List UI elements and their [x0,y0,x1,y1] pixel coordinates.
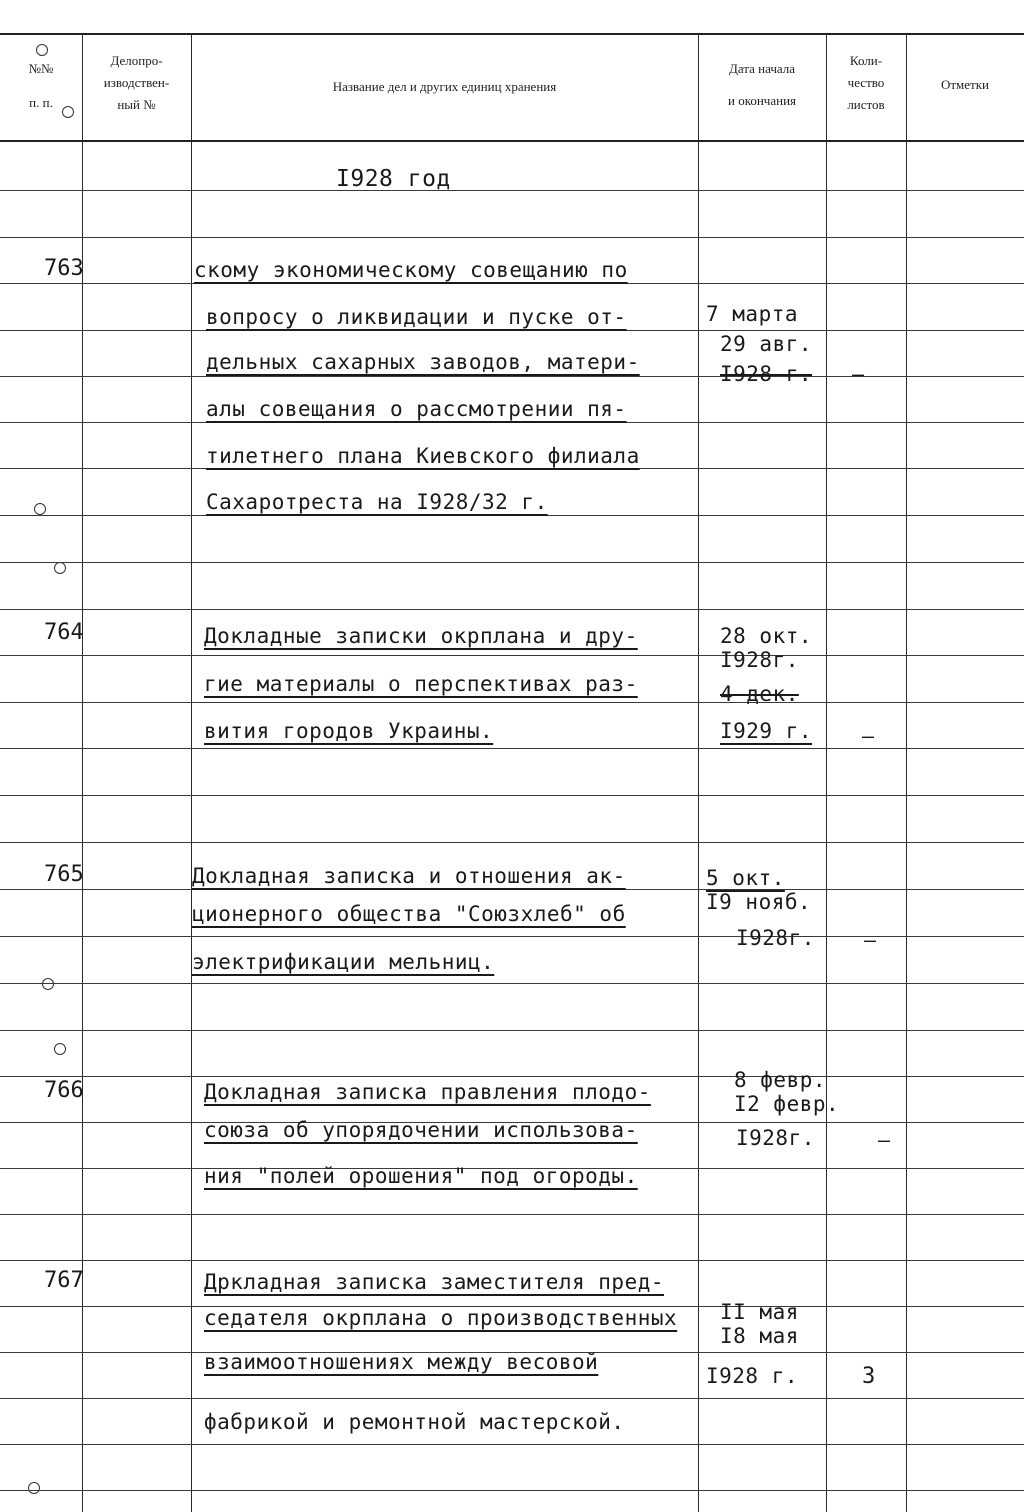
record-date: 29 авг. [720,332,813,356]
record-date: I928г. [736,926,815,950]
record-date: II мая [720,1300,799,1324]
ruled-line [0,237,1024,238]
record-number: 766 [44,1078,84,1103]
header-dates-line: Дата начала [728,61,796,76]
record-date: 28 окт. [720,624,813,648]
year-heading: I928 год [336,166,451,192]
record-sheet-count: – [852,362,865,386]
record-sheet-count: – [864,928,877,952]
record-sheet-count: – [862,724,875,748]
ruled-line [0,468,1024,469]
binder-hole-icon [36,44,48,56]
header-title: Название дел и других единиц хранения [332,79,557,94]
record-date: 8 февр. [734,1068,827,1092]
record-date: I929 г. [720,719,813,743]
ruled-line [0,983,1024,984]
record-title-line: фабрикой и ремонтной мастерской. [204,1410,625,1434]
header-notes: Отметки [940,77,990,92]
ruled-line [0,1076,1024,1077]
record-title-line: Сахаротреста на I928/32 г. [206,490,548,514]
ruled-line [0,1030,1024,1031]
column-divider [698,34,699,1512]
record-date: I928г. [736,1126,815,1150]
binder-hole-icon [28,1482,40,1494]
record-date: 7 марта [706,302,799,326]
record-title-line: ционерного общества "Союзхлеб" об [192,902,626,926]
record-number: 765 [44,862,84,887]
record-date: I928г. [720,648,799,672]
record-number: 763 [44,256,84,281]
header-sheets-line: Коли- [849,53,883,68]
record-title-line: электрификации мельниц. [192,950,495,974]
record-title-line: скому экономическому совещанию по [194,258,628,282]
ruled-line [0,283,1024,284]
ruled-line [0,1490,1024,1491]
ruled-line [0,842,1024,843]
binder-hole-icon [62,106,74,118]
ruled-line [0,562,1024,563]
record-title-line: гие материалы о перспективах раз- [204,672,638,696]
ruled-line [0,795,1024,796]
record-date: I928 г. [720,362,813,386]
ruled-line [0,1260,1024,1261]
header-office-line: Делопро- [110,53,163,68]
record-number: 764 [44,620,84,645]
record-date: 5 окт. [706,866,785,890]
record-title-line: Докладная записка правления плодо- [204,1080,651,1104]
header-number-line: №№ [28,61,54,76]
record-title-line: седателя окрплана о производственных [204,1306,678,1330]
record-sheet-count: 3 [862,1364,876,1389]
ruled-line [0,702,1024,703]
record-date: I8 мая [720,1324,799,1348]
ruled-line [0,1214,1024,1215]
table-top-border [0,33,1024,35]
record-title-line: вопросу о ликвидации и пуске от- [206,305,627,329]
record-date: I2 февр. [734,1092,840,1116]
record-title-line: Докладные записки окрплана и дру- [204,624,638,648]
column-divider [826,34,827,1512]
record-title-line: Дркладная записка заместителя пред- [204,1270,665,1294]
ruled-line [0,330,1024,331]
ruled-line [0,422,1024,423]
column-divider [191,34,192,1512]
ruled-line [0,190,1024,191]
binder-hole-icon [34,503,46,515]
header-office-line: ный № [117,97,156,112]
record-sheet-count: – [878,1128,891,1152]
record-title-line: Докладная записка и отношения ак- [192,864,626,888]
record-title-line: союза об упорядочении использова- [204,1118,638,1142]
column-divider [906,34,907,1512]
header-office-number [82,50,191,116]
record-title-line: взаимоотношениях между весовой [204,1350,599,1374]
record-title-line: дельных сахарных заводов, матери- [206,350,640,374]
header-sheets-line: листов [847,97,885,112]
header-sheets [826,50,906,116]
header-bottom-border [0,140,1024,142]
header-number-line: п. п. [29,95,53,110]
record-title-line: тилетнего плана Киевского филиала [206,444,640,468]
ruled-line [0,609,1024,610]
record-title-line: ния "полей орошения" под огороды. [204,1164,638,1188]
ruled-line [0,655,1024,656]
ruled-line [0,748,1024,749]
header-sheets-line: чество [847,75,885,90]
ruled-line [0,376,1024,377]
header-dates-line: и окончания [727,93,797,108]
record-title-line: алы совещания о рассмотрении пя- [206,397,627,421]
ruled-line [0,1398,1024,1399]
record-date: 4 дек. [720,682,799,706]
header-office-line: изводствен- [103,75,170,90]
binder-hole-icon [54,562,66,574]
ruled-line [0,1444,1024,1445]
record-date: I9 нояб. [706,890,812,914]
binder-hole-icon [54,1043,66,1055]
header-dates [698,58,826,112]
record-date: I928 г. [706,1364,799,1388]
record-number: 767 [44,1268,84,1293]
ruled-line [0,889,1024,890]
binder-hole-icon [42,978,54,990]
ruled-line [0,515,1024,516]
record-title-line: вития городов Украины. [204,719,494,743]
